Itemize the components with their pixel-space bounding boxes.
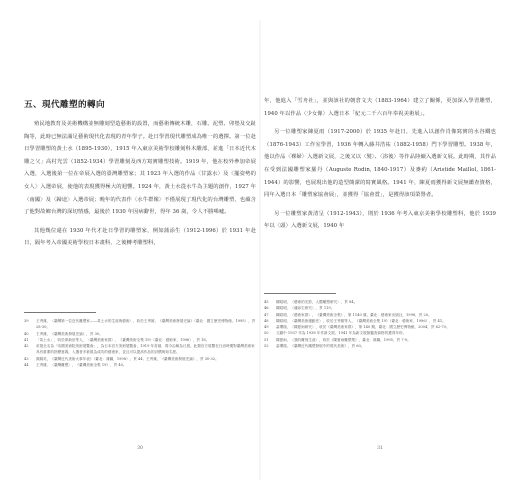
paragraph: 年，他進入「雪舟社」，並與該社的朝倉文夫（1883-1964）建立了關係，更加深入學習雕塑，1940 年以作品〈少女像〉入選日本「紀元二千六百年奉祝美術展」。 — [264, 98, 496, 117]
page-number: 30 — [137, 446, 143, 451]
footnote: 51 陳夏雨，〈我的雕刻生涯〉，收於《陳夏雨雕塑集》，臺北：雄獅，1995，頁 7-9。 — [264, 337, 411, 342]
paragraph: 另一位雕塑家黃清呈（1912-1943），則於 1936 年考入東京美術學校雕塑科，他於 1939 年以〈頭〉入選新文展，1940 年 — [264, 210, 496, 230]
page-gutter — [259, 20, 261, 480]
paragraph: 其他幾位還在 1930 年代才赴日學習的雕塑家，例如蒲添生（1912-1996）於 1931 年赴日，隔年考入帝國美術學校日本畫科，之後轉考雕塑科， — [24, 227, 256, 247]
footnote: 45 陳昭明，〈藝術的光影，人體雕塑研究〉，頁 84。 — [264, 300, 358, 304]
footnote: 39 王秀雄，〈臺灣第一位近代雕塑家——黃土水的生涯與藝術〉，收於王秀雄，《臺灣美術發展史論》（臺北：國立歷史博物館，1995），頁 28-30。 — [24, 319, 256, 330]
footnote: 41 「黃土水」，收於廖新田等人，〈臺灣美術家群〉，《臺灣美術全集 19》（臺北：藝術家，1996），頁 18。 — [24, 337, 210, 342]
paragraph: 殖民地教育及美術機構並無雕刻型造藝術的設置，而藝術傳統木雕，石雕、泥塑、卯墊及交趾陶等，此時已無法滿足藝術現代化表現的青年學子。赴日學習現代雕塑成為唯一的選擇。第一位赴日學習雕塑的黃土水（1895-1930），1915 年入東京美術學校雕刻科木雕部，並進「日本近代木雕之父」高村光雲（1852-1934）學習雕刻及西方寫實雕塑技術。1919 年，他在校外參加帝展入選，入選後第一位在帝展入選的臺灣雕塑家；其 1923 年入選的作品〈甘露水〉及〈擺姿勢的女人〉入選帝展，使他的表現獲得極大的迴響。1924 年，黃土水從水牛為主題的創作，1927 年〈南國〉及〈歸途〉入選帝展；晚年的代表作〈水牛群像〉不僅展現了現代化的台灣雕塑，也蘊含了他對故鄉台灣的深切情感，最後於 1930 年因病辭世，得年 36 歲，令人不勝唏噓。 — [24, 121, 256, 216]
right-body-text — [264, 95, 496, 239]
left-body-text — [24, 118, 256, 256]
footnote: 52 蕭瓊瑞，《臺灣近代雕塑發展中的現代美術》，頁 60。 — [264, 344, 365, 349]
left-page — [24, 0, 256, 500]
section-heading: 五、現代雕塑的轉向 — [24, 100, 105, 110]
footnotes-right — [264, 299, 496, 349]
footnote: 40 王秀雄，《臺灣美術發展史論》，頁 30。 — [24, 331, 103, 336]
footnote: 43 顏娟英，《臺灣近代美術大事年表》（臺北：雄獅，1998），頁 44；王秀雄，《臺灣美術發展史論》，頁 30-32。 — [24, 356, 219, 361]
footnote-rule — [264, 293, 336, 294]
page-number: 31 — [377, 446, 383, 451]
footnote: 44 王秀雄，〈臺灣雕塑〉，《臺灣美術全集 19》，頁 40。 — [24, 363, 127, 368]
footnote: 46 陳昭明，〈蒲添生研究〉，頁 119。 — [264, 306, 335, 311]
footnote: 48 陳昭明，〈臺灣美術運動史〉，收於王秀雄等人，《臺灣美術全集 19》（臺北：藝術家，1996），頁 41。 — [264, 318, 446, 323]
footnote: 47 陳昭明，〈藝術家群〉，《臺灣美術全集》，第 1140 號。臺北：藝術家出版社，1998，頁 20。 — [264, 312, 432, 317]
footnote: 50 文獻中 1937 年為 1938 年作新文展，1941 年為新文展無鑑查資格的獲得年份。 — [264, 331, 407, 336]
footnotes-left — [24, 318, 256, 368]
paragraph: 另一位雕塑家陳夏雨（1917-2000）於 1935 年赴日，先進入以創作肖像寫實的水谷鐵也（1876-1943）工作室學習，1936 年轉入藤井浩祐（1882-1958）門下學習雕塑。1938 年，他以作品〈裸婦〉入選新文展，之後又以〈髮〉、〈浴後〉等作品陸續入選新文展。此時期，其作品在受到法國雕塑家羅丹（Auguste Rodin, 1840-1917）及麥約（Aristide Maillol, 1861-1944）的影響，也展現出他的造型簡潔的寫實風格。1941 年，陳夏雨獲得新文展無鑑查資格，同年入選日本「雕塑家協會展」，並獲得「協會賞」，是獲得該項榮譽者。 — [264, 129, 496, 199]
footnote: 49 蕭瓊瑞，〈陳夏雨研究〉，收於《臺灣美術家群》，第 140 期，臺北：國立歷史博物館，2004，頁 62-70。 — [264, 325, 450, 330]
right-page — [264, 0, 496, 500]
footnote-rule — [24, 312, 96, 313]
footnote: 42 帝展全名為「帝國美術院美術展覽會」，為日本官方美術展覽會，1919 年首創，現今沿稱為日展。此類官方展覽在日治時期對臺灣美術家具有重要的指標意義，入選者多被視為成功的藝術家，並且可以提高作品的評價與知名度。 — [24, 344, 255, 355]
